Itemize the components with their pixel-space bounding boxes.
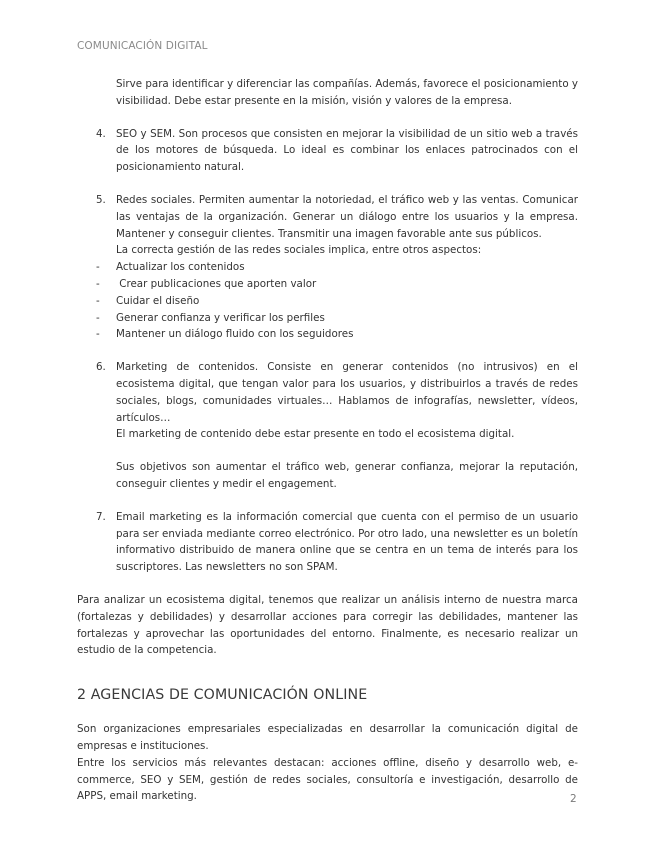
list-item-5	[77, 192, 578, 259]
dash-marker: -	[96, 311, 100, 324]
dash-marker: -	[96, 261, 100, 274]
bullet-item	[77, 276, 578, 293]
document-body	[77, 76, 578, 805]
dash-marker: -	[96, 328, 100, 341]
list-item-text: SEO y SEM. Son procesos que consisten en mejorar la visibilidad de un sitio web a través de los motores de búsqueda. Lo ideal es combinar los enlaces patrocinados con el posicionamiento natural.	[116, 127, 578, 174]
bullet-item	[77, 293, 578, 310]
intro-continuation: Sirve para identificar y diferenciar las compañías. Además, favorece el posicionamiento y visibilidad. Debe estar presente en la misión, visión y valores de la empresa.	[116, 78, 578, 107]
list-item-text: Marketing de contenidos. Consiste en generar contenidos (no intrusivos) en el ecosistema digital, que tengan valor para los usuarios, y distribuirlos a través de redes sociales, blogs, comunidades virtuales… Hablamos de infografías, newsletter, vídeos, artículos…	[116, 361, 578, 424]
list-item-7	[77, 509, 578, 576]
page-number: 2	[570, 793, 577, 805]
list-item-text: Email marketing es la información comercial que cuenta con el permiso de un usuario para ser enviada mediante correo electrónico. Por otro lado, una newsletter es un boletín informativo distribuido de manera online que se centra en un tema de interés para los suscriptores. Las newsletters no son SPAM.	[116, 510, 578, 574]
list-item-extra: Sus objetivos son aumentar el tráfico web, generar confianza, mejorar la reputación, conseguir clientes y medir el engagement.	[116, 461, 578, 490]
bullet-item	[77, 310, 578, 327]
list-number: 6.	[96, 361, 106, 374]
list-item-text: Redes sociales. Permiten aumentar la notoriedad, el tráfico web y las ventas. Comunicar las ventajas de la organización. Generar un diálogo entre los usuarios y la empresa. Mantener y conseguir clientes. Transmitir una imagen favorable ante sus públicos.	[116, 193, 578, 240]
page-header: COMUNICACIÓN DIGITAL	[77, 40, 208, 52]
list-number: 7.	[96, 510, 106, 523]
bullet-text: Cuidar el diseño	[116, 294, 200, 307]
bullet-text: Mantener un diálogo fluido con los seguidores	[116, 328, 354, 341]
list-number: 5.	[96, 193, 106, 206]
list-item-6	[77, 359, 578, 493]
section-heading: 2 AGENCIAS DE COMUNICACIÓN ONLINE	[77, 687, 368, 704]
list-item-subtext: La correcta gestión de las redes sociales implica, entre otros aspectos:	[116, 244, 482, 257]
list-number: 4.	[96, 127, 106, 140]
bullet-item	[77, 259, 578, 276]
bullet-item	[77, 326, 578, 343]
bullet-text: Generar confianza y verificar los perfiles	[116, 311, 325, 324]
section-paragraph-1: Son organizaciones empresariales especializadas en desarrollar la comunicación digital de empresas e instituciones.	[77, 723, 578, 752]
list-item-4	[77, 126, 578, 176]
section-paragraph-2: Entre los servicios más relevantes destacan: acciones offline, diseño y desarrollo web, e-commerce, SEO y SEM, gestión de redes sociales, consultoría e investigación, desarrollo de APPS, email marketing.	[77, 756, 578, 803]
bullet-text: Actualizar los contenidos	[116, 261, 245, 274]
list-item-subtext: El marketing de contenido debe estar presente en todo el ecosistema digital.	[116, 428, 515, 441]
dash-marker: -	[96, 277, 100, 290]
analysis-paragraph: Para analizar un ecosistema digital, tenemos que realizar un análisis interno de nuestra marca (fortalezas y debilidades) y desarrollar acciones para corregir las debilidades, mantener las fortalezas y aprovechar las oportunidades del entorno. Finalmente, es necesario realizar un estudio de la competencia.	[77, 593, 578, 657]
dash-marker: -	[96, 294, 100, 307]
bullet-text: Crear publicaciones que aporten valor	[116, 277, 317, 290]
